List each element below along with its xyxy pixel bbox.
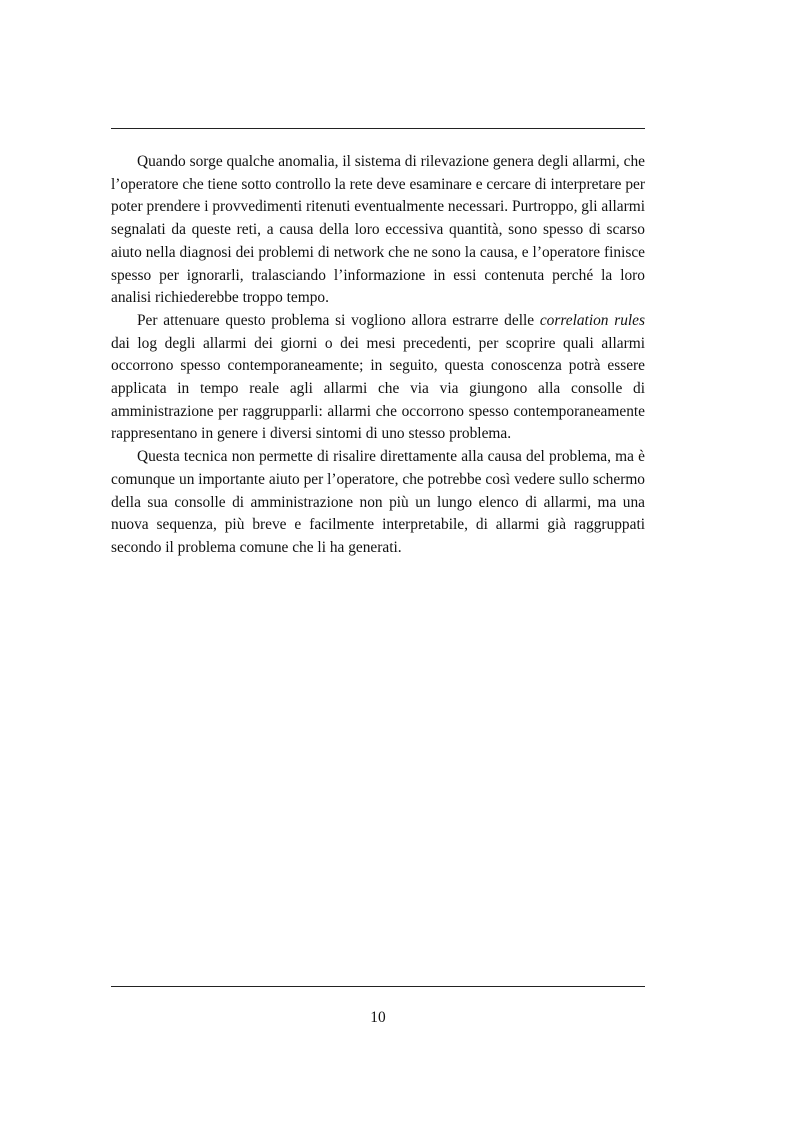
page-number: 10: [370, 1009, 386, 1026]
header-rule: [111, 128, 645, 129]
paragraph-1: Quando sorge qualche anomalia, il sistema di rilevazione genera degli allarmi, che l’operatore che tiene sotto controllo la rete deve esaminare e cercare di interpretare per poter prendere i provvedimenti ritenuti eventualmente necessari. Purtroppo, gli allarmi segnalati da queste reti, a causa della loro eccessiva quantità, sono spesso di scarso aiuto nella diagnosi dei problemi di network che ne sono la causa, e l’operatore finisce spesso per ignorarli, tralasciando l’informazione in essi contenuta perché la loro analisi richiederebbe troppo tempo.: [111, 153, 645, 307]
paragraph-3: Questa tecnica non permette di risalire direttamente alla causa del problema, ma è comunque un importante aiuto per l’operatore, che potrebbe così vedere sullo schermo della sua consolle di amministrazione non più un lungo elenco di allarmi, ma una nuova sequenza, più breve e facilmente interpretabile, di allarmi già raggruppati secondo il problema comune che li ha generati.: [111, 448, 645, 556]
body-text: [111, 151, 645, 560]
paragraph-2-start: Per attenuare questo problema si vogliono allora estrarre delle: [137, 311, 540, 329]
paragraph-2-italic-term: correlation rules: [539, 311, 645, 329]
footer-rule: [111, 986, 645, 987]
paragraph-2-end: dai log degli allarmi dei giorni o dei mesi precedenti, per scoprire quali allarmi occorrono spesso contemporaneamente; in seguito, questa conoscenza potrà essere applicata in tempo reale agli allarmi che via via giungono alla consolle di amministrazione per raggrupparli: allarmi che occorrono spesso contemporaneamente rappresentano in genere i diversi sintomi di uno stesso problema.: [111, 334, 645, 443]
paragraph-2: [111, 310, 645, 446]
